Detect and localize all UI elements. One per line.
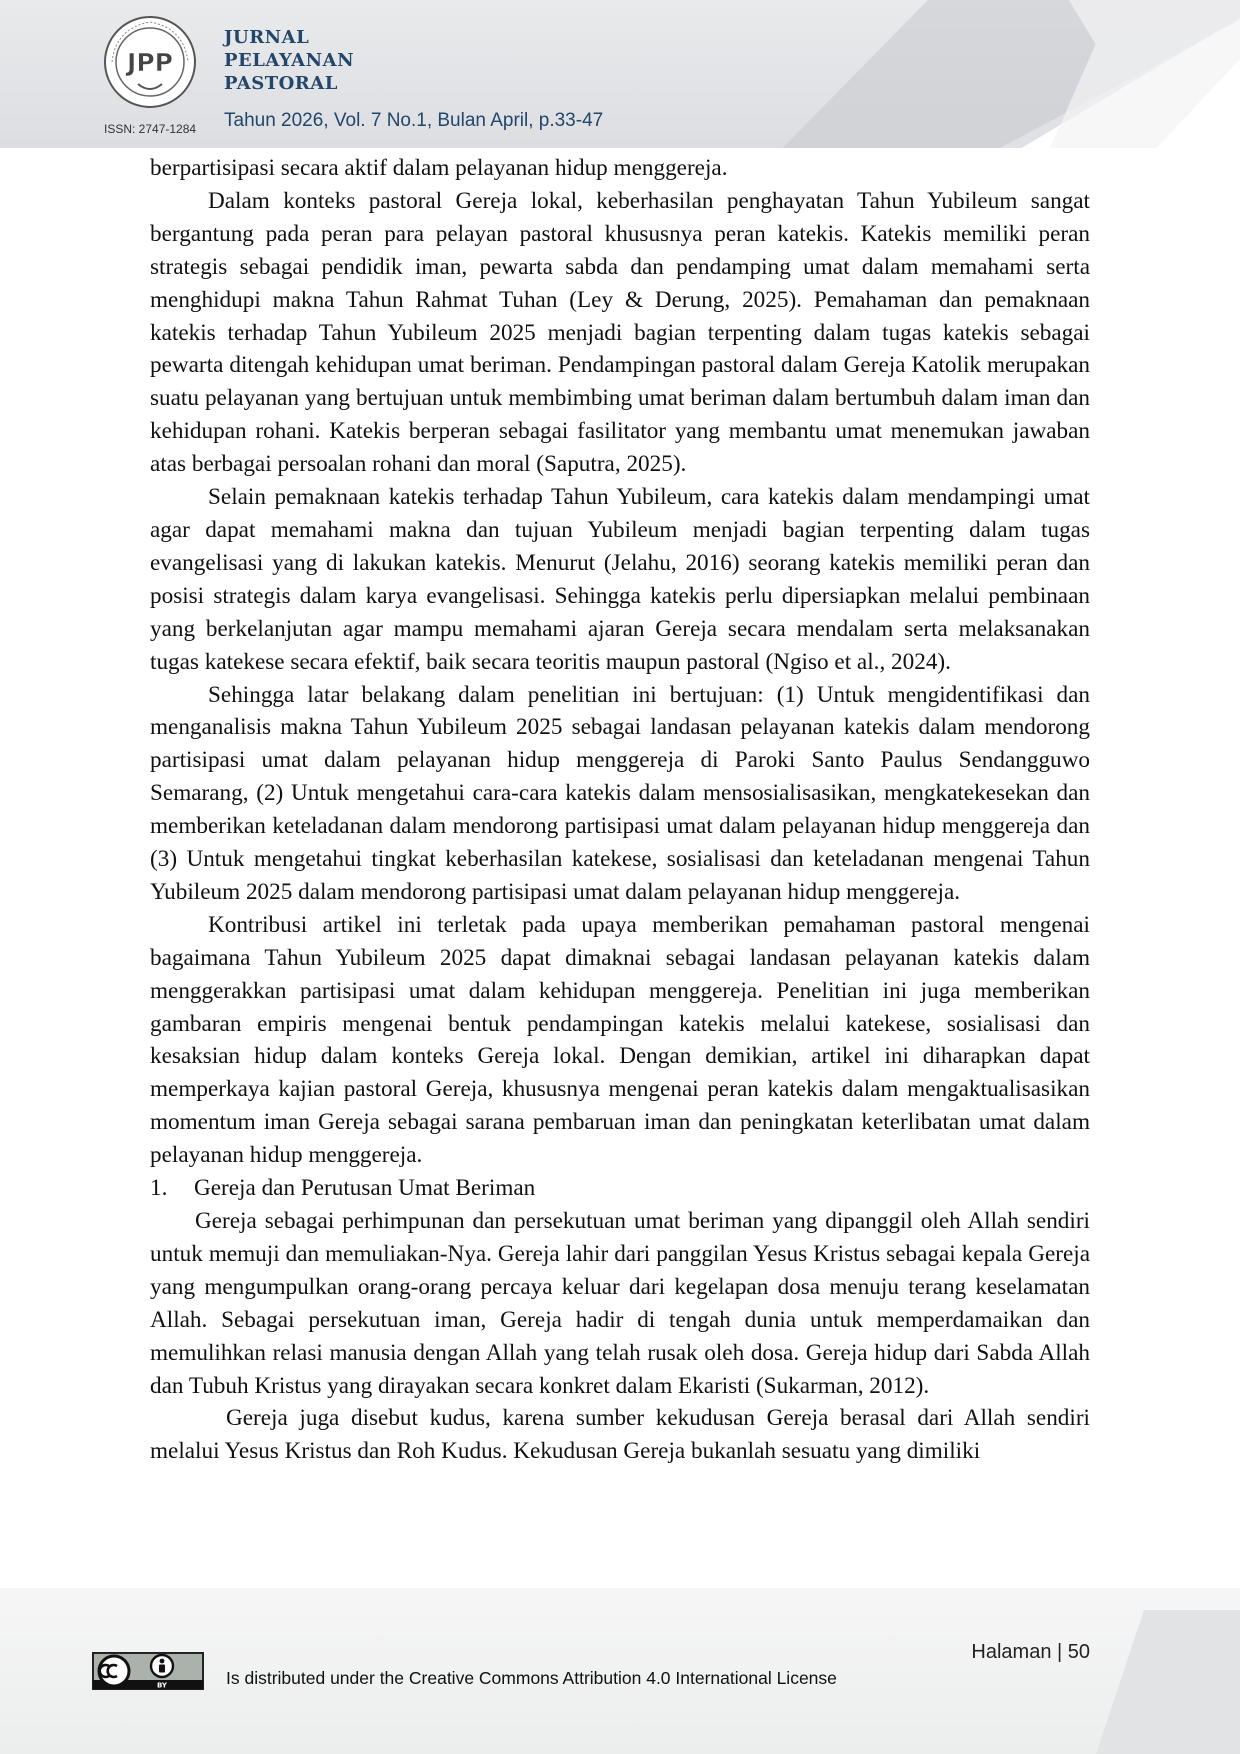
section-heading	[150, 1172, 1090, 1205]
journal-logo	[102, 14, 198, 110]
article-body	[150, 152, 1090, 1468]
license-text: Is distributed under the Creative Commons Attribution 4.0 International License	[226, 1668, 837, 1688]
issue-info: Tahun 2026, Vol. 7 No.1, Bulan April, p.33-47	[224, 110, 604, 131]
journal-title-line-1: JURNAL	[224, 27, 310, 48]
creative-commons-badge[interactable]	[92, 1652, 204, 1690]
journal-title	[224, 26, 424, 95]
section-number: 1.	[150, 1175, 168, 1202]
paragraph-pastoral-context: Dalam konteks pastoral Gereja lokal, keberhasilan penghayatan Tahun Yubileum sangat bergantung pada peran para pelayan pastoral khususnya peran katekis. Katekis memiliki peran strategis sebagai pendidik iman, pewarta sabda dan pendamping umat dalam memahami serta menghidupi makna Tahun Rahmat Tuhan (Ley & Derung, 2025). Pemahaman dan pemaknaan katekis terhadap Tahun Yubileum 2025 menjadi bagian terpenting dalam tugas katekis sebagai pewarta ditengah kehidupan umat beriman. Pendampingan pastoral dalam Gereja Katolik merupakan suatu pelayanan yang bertujuan untuk membimbing umat beriman dalam bertumbuh dalam iman dan kehidupan rohani. Katekis berperan sebagai fasilitator yang membantu umat menemukan jawaban atas berbagai persoalan rohani dan moral (Saputra, 2025).	[150, 187, 1090, 478]
paragraph-catechist-role: Selain pemaknaan katekis terhadap Tahun Yubileum, cara katekis dalam mendampingi umat agar dapat memahami makna dan tujuan Yubileum menjadi bagian terpenting dalam tugas evangelisasi yang di lakukan katekis. Menurut (Jelahu, 2016) seorang katekis memiliki peran dan posisi strategis dalam karya evangelisasi. Sehingga katekis perlu dipersiapkan melalui pembinaan yang berkelanjutan agar mampu memahami ajaran Gereja secara mendalam serta melaksanakan tugas katekese secara efektif, baik secara teoritis maupun pastoral (Ngiso et al., 2024).	[150, 484, 1090, 675]
logo-text: JPP	[127, 48, 173, 77]
journal-seal-icon	[102, 14, 198, 110]
section-title: Gereja dan Perutusan Umat Beriman	[194, 1175, 536, 1202]
issn-number: ISSN: 2747-1284	[104, 122, 197, 136]
paragraph-church-definition: Gereja sebagai perhimpunan dan persekutuan umat beriman yang dipanggil oleh Allah sendiri untuk memuji dan memuliakan-Nya. Gereja lahir dari panggilan Yesus Kristus sebagai kepala Gereja yang mengumpulkan orang-orang percaya keluar dari kegelapan dosa menuju terang keselamatan Allah. Sebagai persekutuan iman, Gereja hadir di tengah dunia untuk memperdamaikan dan memulihkan relasi manusia dengan Allah yang telah rusak oleh dosa. Gereja hidup dari Sabda Allah dan Tubuh Kristus yang dirayakan secara konkret dalam Ekaristi (Sukarman, 2012).	[150, 1208, 1090, 1399]
paragraph-church-holiness: Gereja juga disebut kudus, karena sumber kekudusan Gereja berasal dari Allah sendiri melalui Yesus Kristus dan Roh Kudus. Kekudusan Gereja bukanlah sesuatu yang dimiliki	[150, 1405, 1090, 1465]
page-number: Halaman | 50	[971, 1641, 1090, 1663]
cc-by-label: BY	[156, 1681, 168, 1690]
paragraph-continuation: berpartisipasi secara aktif dalam pelayanan hidup menggereja.	[150, 155, 728, 181]
journal-title-line-2: PELAYANAN	[224, 50, 355, 71]
journal-title-line-3: PASTORAL	[224, 73, 338, 94]
paragraph-contribution: Kontribusi artikel ini terletak pada upaya memberikan pemahaman pastoral mengenai bagaimana Tahun Yubileum 2025 dapat dimaknai sebagai landasan pelayanan katekis dalam menggerakkan partisipasi umat dalam kehidupan menggereja. Penelitian ini juga memberikan gambaran empiris mengenai bentuk pendampingan katekis melalui katekese, sosialisasi dan kesaksian hidup dalam konteks Gereja lokal. Dengan demikian, artikel ini diharapkan dapat memperkaya kajian pastoral Gereja, khususnya mengenai peran katekis dalam mengaktualisasikan momentum iman Gereja sebagai sarana pembaruan iman dan peningkatan keterlibatan umat dalam pelayanan hidup menggereja.	[150, 911, 1090, 1169]
paragraph-research-aims: Sehingga latar belakang dalam penelitian ini bertujuan: (1) Untuk mengidentifikasi dan menganalisis makna Tahun Yubileum 2025 sebagai landasan pelayanan katekis dalam mendorong partisipasi umat dalam pelayanan hidup menggereja di Paroki Santo Paulus Sendangguwo Semarang, (2) Untuk mengetahui cara-cara katekis dalam mensosialisasikan, mengkatekesekan dan memberikan keteladanan dalam mendorong partisipasi umat dalam pelayanan hidup menggereja dan (3) Untuk mengetahui tingkat keberhasilan katekese, sosialisasi dan keteladanan mengenai Tahun Yubileum 2025 dalam mendorong partisipasi umat dalam pelayanan hidup menggereja.	[150, 681, 1090, 905]
cc-by-icon	[92, 1652, 204, 1690]
